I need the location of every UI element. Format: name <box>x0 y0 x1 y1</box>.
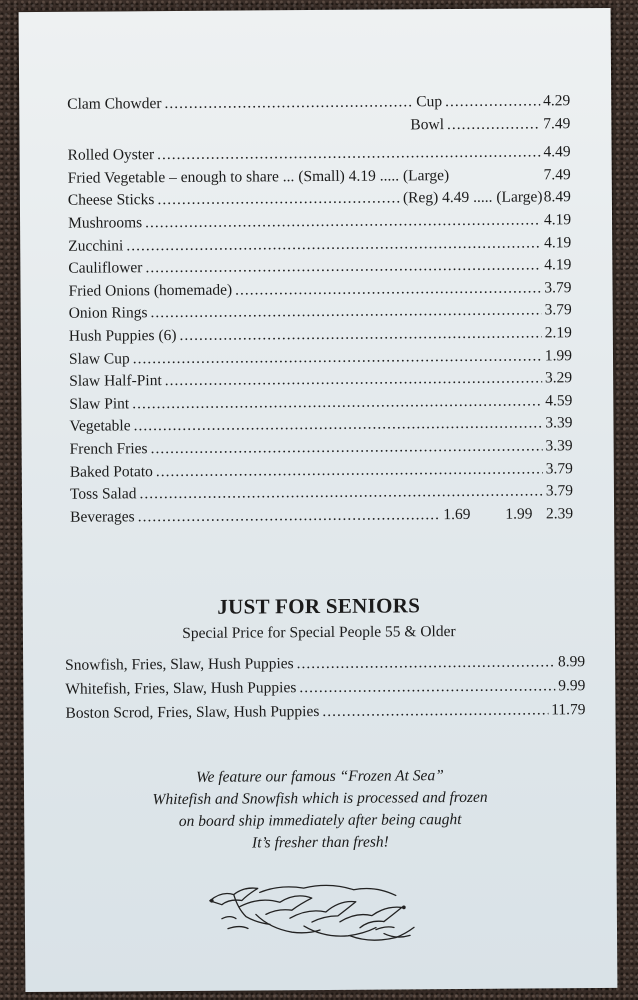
item-size-options: (Reg) 4.49 ..... (Large) <box>402 188 543 207</box>
item-price: 8.49 <box>543 188 571 206</box>
leader-dots <box>157 144 540 165</box>
leader-dots <box>164 93 413 113</box>
seniors-subtitle: Special Price for Special People 55 & Older <box>182 623 456 642</box>
leader-dots <box>138 506 441 526</box>
item-name: Hush Puppies (6) <box>68 326 177 345</box>
item-price: 3.79 <box>544 278 572 297</box>
item-price: 3.79 <box>544 301 572 319</box>
item-size: Cup <box>416 93 443 111</box>
leader-dots <box>235 279 541 299</box>
menu-item <box>65 653 585 681</box>
item-name: Slaw Cup <box>68 349 130 368</box>
leader-dots <box>132 392 542 413</box>
leader-dots <box>299 677 555 697</box>
item-name: Fried Vegetable – enough to share ... <box>67 167 295 187</box>
leader-dots <box>150 437 542 458</box>
leader-dots <box>165 370 542 391</box>
side-orders-list <box>67 92 573 531</box>
item-name: Vegetable <box>69 417 131 436</box>
item-price: 2.39 <box>545 504 574 523</box>
leader-dots <box>139 483 542 504</box>
item-price: 4.29 <box>543 92 571 110</box>
leader-dots <box>322 701 548 721</box>
item-name: Clam Chowder <box>67 95 162 113</box>
menu-item <box>65 677 585 705</box>
item-name: Beverages <box>70 507 135 526</box>
note-line: on board ship immediately after being caught <box>178 811 462 830</box>
item-name: Mushrooms <box>68 214 143 232</box>
item-price: 4.19 <box>543 211 572 229</box>
item-price: 3.79 <box>545 482 574 500</box>
menu-item <box>70 505 573 531</box>
item-price: 9.99 <box>558 677 586 695</box>
item-price: 11.79 <box>551 701 586 719</box>
seniors-list <box>65 653 585 729</box>
item-price: 3.79 <box>545 459 573 477</box>
menu-page <box>19 8 618 992</box>
item-price: 3.39 <box>545 414 573 432</box>
seagulls-icon <box>200 877 420 949</box>
item-name: Baked Potato <box>69 462 153 481</box>
item-name: Slaw Pint <box>69 395 130 413</box>
item-name: Slaw Half-Pint <box>69 372 162 390</box>
item-price: 7.49 <box>543 114 571 133</box>
seniors-title: JUST FOR SENIORS <box>217 593 421 619</box>
item-price: 3.39 <box>545 437 573 455</box>
item-name: Fried Onions (homemade) <box>68 281 233 300</box>
frozen-at-sea-note <box>24 764 617 856</box>
leader-dots <box>145 211 541 232</box>
leader-dots <box>179 324 541 345</box>
item-price: 8.99 <box>557 653 586 671</box>
item-name: Cheese Sticks <box>67 191 155 210</box>
note-line: Whitefish and Snowfish which is processed and frozen <box>152 788 488 809</box>
item-price: 4.19 <box>544 233 572 251</box>
leader-dots <box>156 460 543 481</box>
item-name: Onion Rings <box>68 304 148 323</box>
item-name: French Fries <box>69 440 148 458</box>
leader-dots <box>145 257 541 278</box>
leader-dots <box>133 347 542 368</box>
leader-dots <box>157 190 400 210</box>
note-line: It’s fresher than fresh! <box>251 833 389 852</box>
menu-item <box>65 701 585 729</box>
item-price: 4.59 <box>545 391 573 410</box>
leader-dots <box>126 234 541 255</box>
leader-dots <box>297 653 555 673</box>
item-name: Rolled Oyster <box>67 146 155 164</box>
item-price: 3.29 <box>544 369 573 387</box>
item-price: 4.49 <box>543 143 571 161</box>
item-size-options: (Small) 4.19 ..... (Large) <box>298 166 450 185</box>
item-name: Boston Scrod, Fries, Slaw, Hush Puppies <box>65 702 320 722</box>
leader-dots <box>150 302 541 323</box>
item-size: Bowl <box>410 115 445 133</box>
item-price: 4.19 <box>544 256 572 274</box>
item-price: 7.49 <box>543 166 571 184</box>
item-name: Snowfish, Fries, Slaw, Hush Puppies <box>65 655 294 674</box>
item-price: 2.19 <box>544 324 572 342</box>
note-line: We feature our famous “Frozen At Sea” <box>196 767 444 786</box>
item-name: Zucchini <box>68 236 124 255</box>
item-name: Whitefish, Fries, Slaw, Hush Puppies <box>65 679 297 698</box>
leader-dots <box>447 115 540 134</box>
leader-dots <box>445 92 540 111</box>
item-name: Cauliflower <box>68 259 143 277</box>
item-name: Toss Salad <box>69 485 137 503</box>
leader-dots <box>134 415 543 436</box>
item-size-prices: 1.69 1.99 <box>443 505 533 523</box>
item-price: 1.99 <box>544 346 573 364</box>
